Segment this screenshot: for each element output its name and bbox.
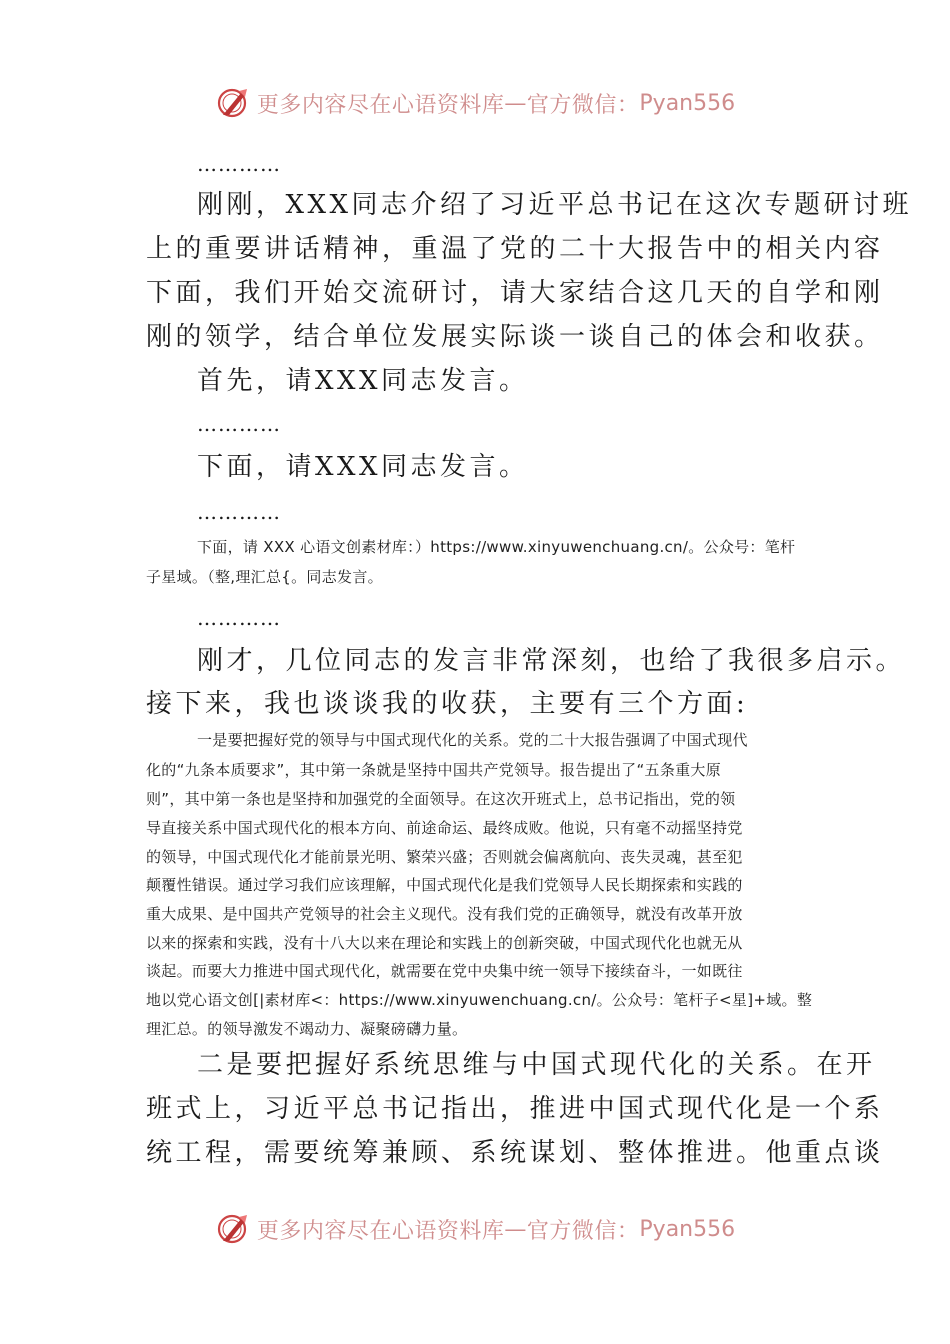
banner-contact-label: 官方微信：	[526, 92, 640, 118]
footer-banner	[0, 1207, 950, 1251]
paragraph-line: 首先，请XXX同志发言。	[197, 366, 529, 396]
paragraph-line: 统工程，需要统筹兼顾、系统谋划、整体推进。他重点谈	[146, 1138, 884, 1168]
banner-brand: 更多内容尽在心语资料库	[256, 1218, 505, 1244]
header-banner	[0, 81, 950, 125]
paragraph-line: 颠覆性错误。通过学习我们应该理解，中国式现代化是我们党领导人民长期探索和实践的	[146, 876, 743, 894]
banner-brand: 更多内容尽在心语资料库	[256, 92, 505, 118]
banner-contact-id: Pyan556	[639, 90, 736, 116]
paragraph-line: 班式上，习近平总书记指出，推进中国式现代化是一个系	[146, 1094, 884, 1124]
watermark-note-line: 子星域。（整,理汇总{。同志发言。	[146, 568, 383, 586]
paragraph-line: 接下来，我也谈谈我的收获，主要有三个方面:	[146, 689, 749, 719]
paragraph-line: 则”，其中第一条也是坚持和加强党的全面领导。在这次开班式上，总书记指出，党的领	[146, 790, 736, 808]
banner-contact-id: Pyan556	[639, 1216, 736, 1242]
paragraph-line: 以来的探索和实践，没有十八大以来在理论和实践上的创新突破，中国式现代化也就无从	[146, 934, 743, 952]
paragraph-line: 下面，我们开始交流研讨，请大家结合这几天的自学和刚	[146, 278, 884, 308]
ellipsis-line: …………	[197, 412, 281, 436]
banner-separator: —	[504, 1216, 527, 1242]
pen-nib-circle-icon	[215, 85, 251, 121]
paragraph-line: 二是要把握好系统思维与中国式现代化的关系。在开	[197, 1050, 876, 1080]
paragraph-line: 导直接关系中国式现代化的根本方向、前途命运、最终成败。他说，只有毫不动摇坚持党	[146, 819, 743, 837]
paragraph-line: 重大成果、是中国共产党领导的社会主义现代。没有我们党的正确领导，就没有改革开放	[146, 905, 743, 923]
banner-contact-label: 官方微信：	[526, 1218, 640, 1244]
paragraph-line: 一是要把握好党的领导与中国式现代化的关系。党的二十大报告强调了中国式现代	[197, 731, 748, 749]
pen-nib-circle-icon	[215, 1211, 251, 1247]
paragraph-line: 刚的领学，结合单位发展实际谈一谈自己的体会和收获。	[146, 322, 884, 352]
ellipsis-line: …………	[197, 500, 281, 524]
paragraph-line: 谈起。而要大力推进中国式现代化，就需要在党中央集中统一领导下接续奋斗，一如既往	[146, 962, 743, 980]
watermark-note-line: 下面，请 XXX 心语文创素材库：）https://www.xinyuwenchuang.cn/。公众号：笔杆	[197, 538, 796, 556]
paragraph-line: 上的重要讲话精神，重温了党的二十大报告中的相关内容	[146, 234, 884, 264]
paragraph-line: 化的“九条本质要求”，其中第一条就是坚持中国共产党领导。报告提出了“五条重大原	[146, 761, 722, 779]
paragraph-line: 下面，请XXX同志发言。	[197, 452, 529, 482]
watermark-note-line: 地以党心语文创[|素材库<：https://www.xinyuwenchuang.cn/。公众号：笔杆子<星]+域。整	[146, 991, 813, 1009]
paragraph-line: 刚刚，XXX同志介绍了习近平总书记在这次专题研讨班	[197, 190, 913, 220]
paragraph-line: 刚才，几位同志的发言非常深刻，也给了我很多启示。	[197, 646, 906, 676]
paragraph-line: 理汇总。的领导激发不竭动力、凝聚磅礴力量。	[146, 1020, 468, 1038]
banner-separator: —	[504, 90, 527, 116]
ellipsis-line: …………	[197, 152, 281, 176]
ellipsis-line: …………	[197, 606, 281, 630]
paragraph-line: 的领导，中国式现代化才能前景光明、繁荣兴盛；否则就会偏离航向、丧失灵魂，甚至犯	[146, 848, 743, 866]
